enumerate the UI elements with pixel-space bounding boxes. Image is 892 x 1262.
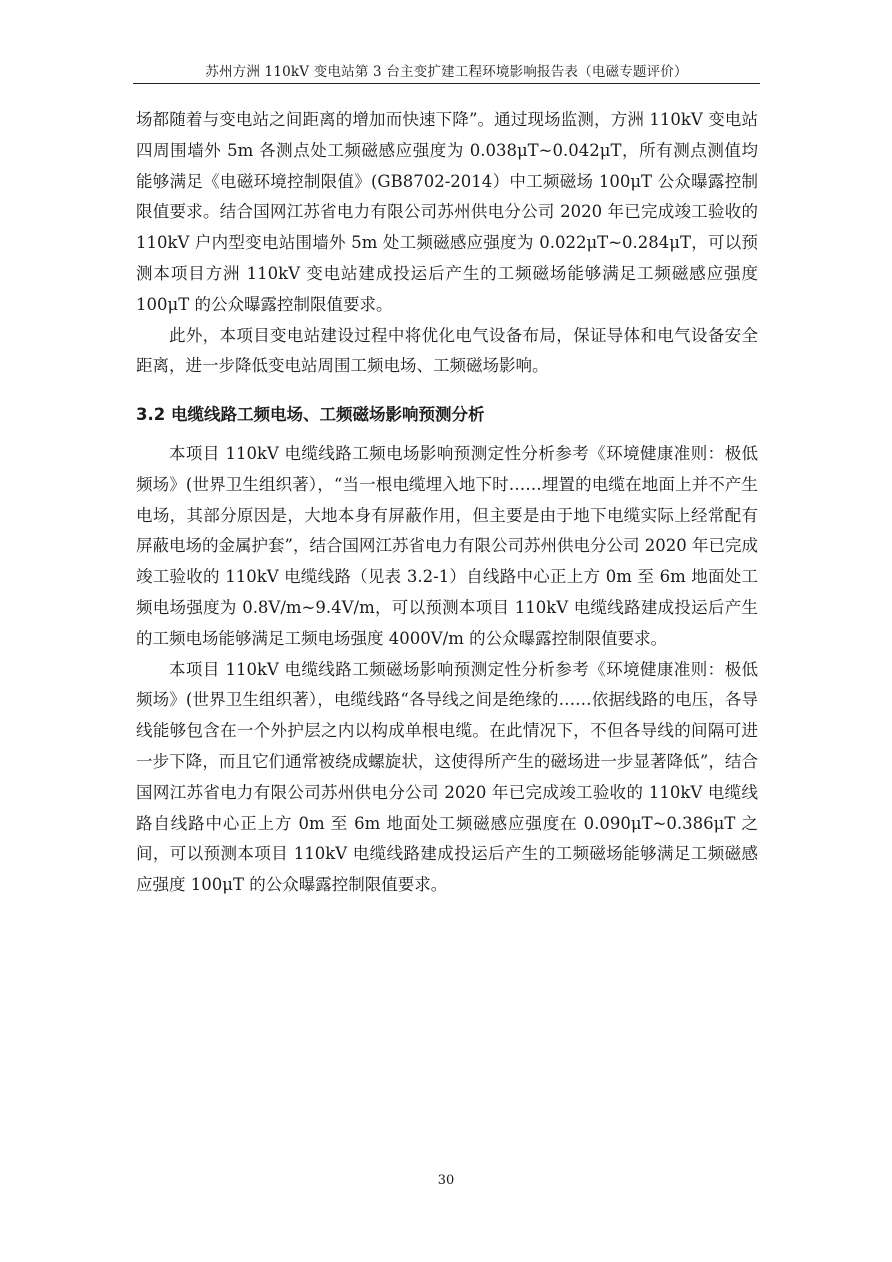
paragraph-cable-electric-field: 本项目 110kV 电缆线路工频电场影响预测定性分析参考《环境健康准则：极低频场》(世界卫生组织著），“当一根电缆埋入地下时……埋置的电缆在地面上并不产生电场，其部分原因是，大地本身有屏蔽作用，但主要是由于地下电缆实际上经常配有屏蔽电场的金属护套”，结合国网江苏省电力有限公司苏州供电分公司 2020 年已完成竣工验收的 110kV 电缆线路（见表 3.2-1）自线路中心正上方 0m 至 6m 地面处工频电场强度为 0.8V/m~9.4V/m，可以预测本项目 110kV 电缆线路建成投运后产生的工频电场能够满足工频电场强度 4000V/m 的公众曝露控制限值要求。 — [136, 443, 758, 648]
paragraph-cable-magnetic-field: 本项目 110kV 电缆线路工频磁场影响预测定性分析参考《环境健康准则：极低频场》(世界卫生组织著），电缆线路“各导线之间是绝缘的……依据线路的电压，各导线能够包含在一个外护层之内以构成单根电缆。在此情况下，不但各导线的间隔可进一步下降，而且它们通常被绕成螺旋状，这使得所产生的磁场进一步显著降低”，结合国网江苏省电力有限公司苏州供电分公司 2020 年已完成竣工验收的 110kV 电缆线路自线路中心正上方 0m 至 6m 地面处工频磁感应强度在 0.090μT~0.386μT 之间，可以预测本项目 110kV 电缆线路建成投运后产生的工频磁场能够满足工频磁感应强度 100μT 的公众曝露控制限值要求。 — [136, 659, 758, 895]
page-header-title: 苏州方洲 110kV 变电站第 3 台主变扩建工程环境影响报告表（电磁专题评价） — [205, 64, 688, 80]
header-divider — [133, 83, 760, 84]
page-number: 30 — [437, 1173, 455, 1188]
paragraph-substation-magnetic-field: 场都随着与变电站之间距离的增加而快速下降”。通过现场监测，方洲 110kV 变电站四周围墙外 5m 各测点处工频磁感应强度为 0.038μT~0.042μT，所有测点测值均能够满足《电磁环境控制限值》(GB8702-2014）中工频磁场 100μT 公众曝露控制限值要求。结合国网江苏省电力有限公司苏州供电分公司 2020 年已完成竣工验收的 110kV 户内型变电站围墙外 5m 处工频磁感应强度为 0.022μT~0.284μT，可以预测本项目方洲 110kV 变电站建成投运后产生的工频磁场能够满足工频磁感应强度 100μT 的公众曝露控制限值要求。 — [136, 110, 758, 314]
section-heading-3-2: 3.2 电缆线路工频电场、工频磁场影响预测分析 — [136, 405, 485, 425]
paragraph-layout-optimization: 此外，本项目变电站建设过程中将优化电气设备布局，保证导体和电气设备安全距离，进一步降低变电站周围工频电场、工频磁场影响。 — [136, 325, 758, 376]
document-body — [136, 105, 758, 901]
